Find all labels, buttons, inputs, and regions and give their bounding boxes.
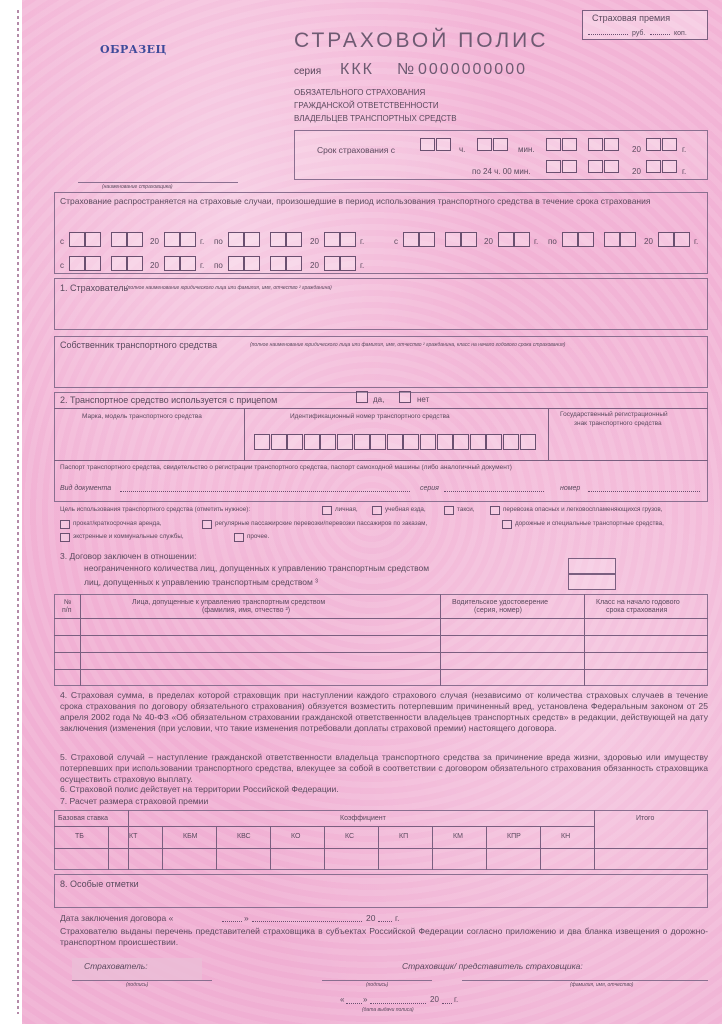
owner-note: (полное наименование юридического лица или фамилия, имя, отчество ² гражданина, класс на начало годового срока страхования) (250, 342, 566, 348)
usage-from-day-cell[interactable] (403, 232, 419, 247)
limited-checkbox[interactable] (568, 574, 616, 590)
usage-from-year-cell[interactable] (164, 256, 180, 271)
issue-g: г. (454, 995, 459, 1004)
binding-strip (0, 0, 24, 1024)
usage-to-month-cell[interactable] (286, 232, 302, 247)
vin-char-cell[interactable] (354, 434, 370, 450)
date-month-field[interactable] (252, 921, 362, 922)
purpose-item-label: дорожные и специальные транспортные средства, (515, 520, 664, 527)
purpose-item-label: личная, (335, 506, 358, 513)
purpose-checkbox[interactable] (372, 506, 382, 515)
usage-from-month-cell[interactable] (127, 232, 143, 247)
usage-from-label: с (60, 261, 64, 270)
premium-col-divider (324, 826, 325, 870)
term-min-2[interactable] (493, 138, 508, 151)
issue-year-prefix: 20 (430, 995, 439, 1004)
contract-unlimited: неограниченного количества лиц, допущенных к управлению транспортным средством (84, 563, 430, 573)
term-until-month-1[interactable] (588, 160, 603, 173)
usage-from-year-cell[interactable] (180, 232, 196, 247)
usage-from-day-cell[interactable] (69, 256, 85, 271)
special-notes-section (54, 874, 708, 908)
clause-4: 4. Страховая сумма, в пределах которой страховщик при наступлении каждого страхового случая (независимо от количества страховых случаев в течение срока страхования по договору обязательного страхования) обязуется возместить потерпевшим причиненный вред, установлена Федеральным законом от 25 апреля 2002 года № 40-ФЗ «Об обязательном страховании гражданской ответственности владельцев транспортных средств» в редакции, действующей на дату заключения (изменения (при условии, что такие изменения потребовали доплаты страховой премии) настоящего договора. (60, 690, 708, 733)
usage-from-month-cell[interactable] (461, 232, 477, 247)
vin-char-cell[interactable] (403, 434, 419, 450)
usage-to-day-cell[interactable] (228, 256, 244, 271)
purpose-item-label: прочее. (247, 533, 270, 540)
vin-char-cell[interactable] (387, 434, 403, 450)
usage-from-label: с (60, 237, 64, 246)
premium-col-divider (108, 826, 109, 870)
vin-char-cell[interactable] (337, 434, 353, 450)
col-class-2: срока страхования (606, 607, 668, 614)
vin-char-cell[interactable] (271, 434, 287, 450)
term-until-year-1[interactable] (646, 160, 661, 173)
usage-g: г. (200, 261, 205, 270)
term-until-year-prefix: 20 (632, 167, 641, 176)
trailer-yes-label: да, (373, 395, 385, 404)
vin-char-cell[interactable] (503, 434, 519, 450)
usage-from-month-cell[interactable] (111, 256, 127, 271)
usage-from-day-cell[interactable] (85, 232, 101, 247)
premium-col-divider (216, 826, 217, 870)
usage-to-year-cell[interactable] (658, 232, 674, 247)
insurant-sign-label: Страхователь: (84, 961, 148, 971)
premium-col-кт: КТ (129, 833, 138, 840)
usage-from-year-cell[interactable] (514, 232, 530, 247)
usage-period-text: Страхование распространяется на страховые случаи, произошедшие в период использования транспортного средства в течение срока страхования (60, 196, 651, 206)
usage-from-label: с (394, 237, 398, 246)
col-reg-line-2: знак транспортного средства (574, 420, 662, 427)
term-g: г. (682, 145, 687, 154)
col-no-2: п/п (62, 607, 72, 614)
col-license-1: Водительское удостоверение (452, 599, 549, 606)
premium-col-divider (486, 826, 487, 870)
contract-label: 3. Договор заключен в отношении: (60, 551, 197, 561)
vin-char-cell[interactable] (486, 434, 502, 450)
contract-limited: лиц, допущенных к управлению транспортным средством ³ (84, 577, 319, 587)
unlimited-checkbox[interactable] (568, 558, 616, 574)
insurant-sign-caption: (подпись) (126, 982, 149, 988)
vin-char-cell[interactable] (370, 434, 386, 450)
insurer-caption: (наименование страховщика) (102, 184, 173, 190)
usage-from-month-cell[interactable] (111, 232, 127, 247)
vin-char-cell[interactable] (254, 434, 270, 450)
usage-to-year-cell[interactable] (340, 256, 356, 271)
term-until-day-2[interactable] (562, 160, 577, 173)
usage-from-month-cell[interactable] (127, 256, 143, 271)
page-title: СТРАХОВОЙ ПОЛИС (294, 29, 549, 52)
subtitle-line-3: ВЛАДЕЛЬЦЕВ ТРАНСПОРТНЫХ СРЕДСТВ (294, 114, 457, 123)
col-persons-1: Лица, допущенные к управлению транспортным средством (132, 599, 326, 606)
clause-6: 6. Страховой полис действует на территории Российской Федерации. (60, 784, 339, 794)
term-h: ч. (459, 145, 466, 154)
usage-to-year-cell[interactable] (674, 232, 690, 247)
premium-col-divider (432, 826, 433, 870)
term-day-2[interactable] (562, 138, 577, 151)
premium-col-кбм: КБМ (183, 833, 198, 840)
usage-from-month-cell[interactable] (445, 232, 461, 247)
usage-from-year-cell[interactable] (180, 256, 196, 271)
vin-char-cell[interactable] (437, 434, 453, 450)
term-until-month-2[interactable] (604, 160, 619, 173)
issue-month-field[interactable] (370, 1003, 426, 1004)
col-license-2: (серия, номер) (474, 607, 522, 614)
insurer-fio-caption: (фамилия, имя, отчество) (570, 982, 634, 988)
date-g: г. (395, 913, 400, 923)
term-year-2[interactable] (662, 138, 677, 151)
usage-to-label: по (548, 237, 557, 246)
purpose-checkbox[interactable] (444, 506, 454, 515)
clause-5: 5. Страховой случай – наступление гражданской ответственности владельца транспортного средства за причинение вреда жизни, здоровью или имуществу потерпевших при использовании транспортного средства, влекущее за собой в соответствии с договором обязательного страхования обязанность страховщика осуществить страховую выплату. (60, 752, 708, 784)
issue-caption: (дата выдачи полиса) (362, 1007, 414, 1013)
trailer-label: 2. Транспортное средство используется с прицепом (60, 395, 278, 405)
insurer-sign-label: Страховщик/ представитель страховщика: (402, 961, 583, 971)
passport-text: Паспорт транспортного средства, свидетельство о регистрации транспортного средства, паспорт самоходной машины (либо аналогичный документ) (60, 464, 512, 471)
col-persons-2: (фамилия, имя, отчество ²) (202, 607, 291, 614)
usage-to-year-cell[interactable] (340, 232, 356, 247)
usage-to-g: г. (694, 237, 699, 246)
issue-day-field[interactable] (346, 1003, 362, 1004)
term-day-1[interactable] (546, 138, 561, 151)
subtitle-line-2: ГРАЖДАНСКОЙ ОТВЕТСТВЕННОСТИ (294, 101, 439, 110)
col-reg-line-1: Государственный регистрационный (560, 411, 668, 418)
doc-number-label: номер (560, 485, 581, 492)
usage-from-day-cell[interactable] (69, 232, 85, 247)
usage-year-prefix: 20 (150, 261, 159, 270)
usage-to-day-cell[interactable] (228, 232, 244, 247)
usage-to-year-cell[interactable] (324, 232, 340, 247)
vin-char-cell[interactable] (304, 434, 320, 450)
usage-to-g: г. (360, 261, 365, 270)
coefficient-label: Коэффициент (340, 815, 386, 822)
premium-col-кс: КС (345, 833, 355, 840)
premium-col-квс: КВС (237, 833, 251, 840)
usage-g: г. (200, 237, 205, 246)
premium-col-кпр: КПР (507, 833, 521, 840)
usage-to-month-cell[interactable] (620, 232, 636, 247)
term-hour-2[interactable] (436, 138, 451, 151)
trailer-yes-checkbox[interactable] (356, 391, 368, 403)
vin-char-cell[interactable] (453, 434, 469, 450)
date-year-prefix: 20 (366, 913, 376, 923)
col-no-1: № (64, 599, 72, 606)
purpose-checkbox[interactable] (234, 533, 244, 542)
vin-char-cell[interactable] (287, 434, 303, 450)
term-min: мин. (518, 145, 535, 154)
usage-to-year-prefix: 20 (310, 237, 319, 246)
date-mid: » (244, 913, 249, 923)
usage-to-g: г. (360, 237, 365, 246)
term-year-prefix: 20 (632, 145, 641, 154)
usage-year-prefix: 20 (484, 237, 493, 246)
premium-label: Страховая премия (592, 13, 671, 23)
premium-col-кп: КП (399, 833, 409, 840)
purpose-item-label: перевозка опасных и легковоспламеняющихся грузов, (503, 506, 663, 513)
base-rate-label: Базовая ставка (58, 815, 109, 822)
col-vin: Идентификационный номер транспортного средства (290, 413, 450, 420)
purpose-item-label: такси, (457, 506, 475, 513)
term-until-year-2[interactable] (662, 160, 677, 173)
premium-col-кн: КН (561, 833, 571, 840)
premium-col-divider (162, 826, 163, 870)
term-until-g: г. (682, 167, 687, 176)
owner-label: Собственник транспортного средства (60, 340, 218, 350)
purpose-checkbox[interactable] (490, 506, 500, 515)
premium-rub: руб. (632, 30, 646, 37)
usage-to-year-cell[interactable] (324, 256, 340, 271)
purpose-checkbox[interactable] (60, 533, 70, 542)
usage-to-year-prefix: 20 (644, 237, 653, 246)
vin-char-cell[interactable] (470, 434, 486, 450)
insurant-note: (полное наименование юридического лица или фамилия, имя, отчество ² гражданина) (126, 285, 332, 291)
doc-series-label: серия (420, 485, 439, 492)
purpose-item-label: учебная езда, (385, 506, 426, 513)
insurer-sign-caption: (подпись) (366, 982, 389, 988)
usage-to-month-cell[interactable] (604, 232, 620, 247)
usage-from-year-cell[interactable] (498, 232, 514, 247)
purpose-item-label: прокат/краткосрочная аренда, (73, 520, 162, 527)
premium-kop: коп. (674, 30, 687, 37)
insurant-label: 1. Страхователь (60, 283, 129, 293)
subtitle-line-1: ОБЯЗАТЕЛЬНОГО СТРАХОВАНИЯ (294, 88, 426, 97)
issue-close: » (363, 995, 368, 1004)
sample-stamp: ОБРАЗЕЦ (100, 43, 167, 56)
purpose-checkbox[interactable] (60, 520, 70, 529)
special-label: 8. Особые отметки (60, 879, 139, 889)
premium-col-ко: КО (291, 833, 301, 840)
clause-7: 7. Расчет размера страховой премии (60, 796, 209, 806)
usage-to-month-cell[interactable] (270, 256, 286, 271)
usage-to-day-cell[interactable] (244, 256, 260, 271)
date-year-field[interactable] (378, 921, 392, 922)
term-month-2[interactable] (604, 138, 619, 151)
term-min-1[interactable] (477, 138, 492, 151)
term-label: Срок страхования с (317, 145, 395, 155)
usage-g: г. (534, 237, 539, 246)
premium-col-divider (540, 826, 541, 870)
series-label: серия (294, 66, 322, 77)
issued-notice: Страхователю выданы перечень представителей страховщика в субъектах Российской Федерации согласно приложению и два бланка извещения о дорожно-транспортном происшествии. (60, 926, 708, 947)
purpose-checkbox[interactable] (502, 520, 512, 529)
number-sign: № (397, 61, 415, 78)
purpose-item-label: регулярные пассажирские перевозки/перевозки пассажиров по заказам, (215, 520, 428, 527)
usage-from-day-cell[interactable] (419, 232, 435, 247)
total-label: Итого (636, 815, 655, 822)
vin-char-cell[interactable] (420, 434, 436, 450)
trailer-no-checkbox[interactable] (399, 391, 411, 403)
policy-form (22, 0, 722, 1024)
issue-year-field[interactable] (442, 1003, 452, 1004)
term-year-1[interactable] (646, 138, 661, 151)
usage-from-year-cell[interactable] (164, 232, 180, 247)
doc-type-label: Вид документа (60, 485, 112, 492)
term-hour-1[interactable] (420, 138, 435, 151)
premium-col-divider (270, 826, 271, 870)
usage-to-label: по (214, 237, 223, 246)
purpose-intro: Цель использования транспортного средства (отметить нужное): (60, 506, 251, 513)
premium-col-тб: ТБ (75, 833, 84, 840)
usage-to-day-cell[interactable] (578, 232, 594, 247)
usage-year-prefix: 20 (150, 237, 159, 246)
policy-number: 0000000000 (418, 61, 527, 78)
vin-char-cell[interactable] (320, 434, 336, 450)
date-day-field[interactable] (222, 921, 242, 922)
usage-to-day-cell[interactable] (562, 232, 578, 247)
usage-to-month-cell[interactable] (286, 256, 302, 271)
issue-open: « (340, 995, 345, 1004)
date-label: Дата заключения договора « (60, 913, 174, 923)
premium-col-divider (378, 826, 379, 870)
usage-to-year-prefix: 20 (310, 261, 319, 270)
usage-to-day-cell[interactable] (244, 232, 260, 247)
vin-char-cell[interactable] (520, 434, 536, 450)
purpose-item-label: экстренные и коммунальные службы, (73, 533, 184, 540)
purpose-checkbox[interactable] (202, 520, 212, 529)
col-class-1: Класс на начало годового (596, 599, 680, 606)
usage-to-month-cell[interactable] (270, 232, 286, 247)
trailer-no-label: нет (417, 395, 430, 404)
term-until: по 24 ч. 00 мин. (472, 167, 531, 176)
term-month-1[interactable] (588, 138, 603, 151)
series-value: ККК (340, 61, 374, 78)
term-until-day-1[interactable] (546, 160, 561, 173)
usage-to-label: по (214, 261, 223, 270)
usage-from-day-cell[interactable] (85, 256, 101, 271)
purpose-checkbox[interactable] (322, 506, 332, 515)
premium-col-км: КМ (453, 833, 463, 840)
col-model: Марка, модель транспортного средства (82, 413, 202, 420)
